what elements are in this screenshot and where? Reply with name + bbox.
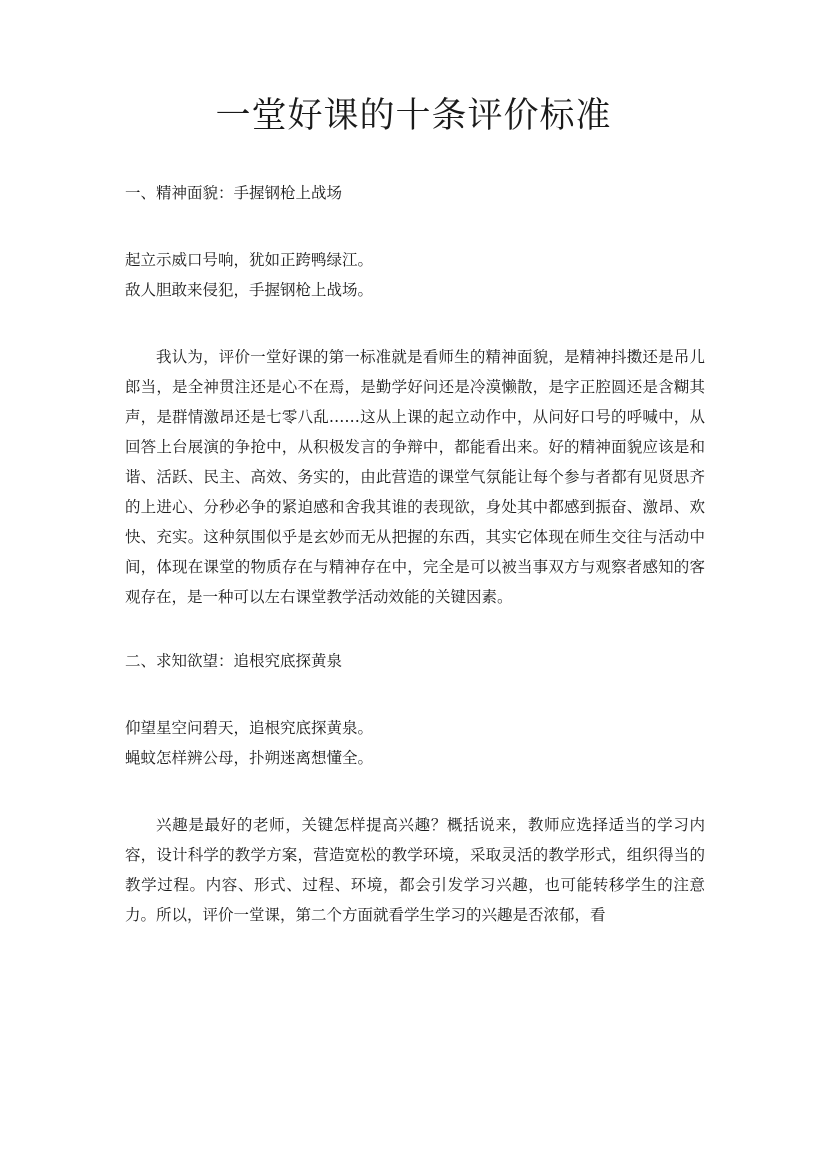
verse-line: 起立示威口号响，犹如正跨鸭绿江。 [125, 251, 374, 269]
document-body [125, 178, 705, 930]
verse-line: 仰望星空问碧天，追根究底探黄泉。 [125, 719, 374, 737]
document-title: 一堂好课的十条评价标准 [215, 96, 612, 136]
body-paragraph: 我认为，评价一堂好课的第一标准就是看师生的精神面貌，是精神抖擞还是吊儿郎当，是全神贯注还是心不在焉，是勤学好问还是冷漠懒散，是字正腔圆还是含糊其声，是群情激昂还是七零八乱……这从上课的起立动作中，从问好口号的呼喊中，从回答上台展演的争抢中，从积极发言的争辩中，都能看出来。好的精神面貌应该是和谐、活跃、民主、高效、务实的，由此营造的课堂气氛能让每个参与者都有见贤思齐的上进心、分秒必争的紧迫感和舍我其谁的表现欲，身处其中都感到振奋、激昂、欢快、充实。这种氛围似乎是玄妙而无从把握的东西，其实它体现在师生交往与活动中间，体现在课堂的物质存在与精神存在中，完全是可以被当事双方与观察者感知的客观存在，是一种可以左右课堂教学活动效能的关键因素。 [125, 348, 705, 606]
verse-line: 蝇蚊怎样辨公母，扑朔迷离想懂全。 [125, 749, 374, 767]
section-heading: 一、精神面貌：手握钢枪上战场 [125, 184, 343, 202]
body-paragraph: 兴趣是最好的老师，关键怎样提高兴趣？概括说来，教师应选择适当的学习内容，设计科学的教学方案，营造宽松的教学环境，采取灵活的教学形式，组织得当的教学过程。内容、形式、过程、环境，都会引发学习兴趣，也可能转移学生的注意力。所以，评价一堂课，第二个方面就看学生学习的兴趣是否浓郁，看 [125, 816, 705, 924]
verse-line: 敌人胆敢来侵犯，手握钢枪上战场。 [125, 281, 374, 299]
section-heading: 二、求知欲望：追根究底探黄泉 [125, 652, 343, 670]
